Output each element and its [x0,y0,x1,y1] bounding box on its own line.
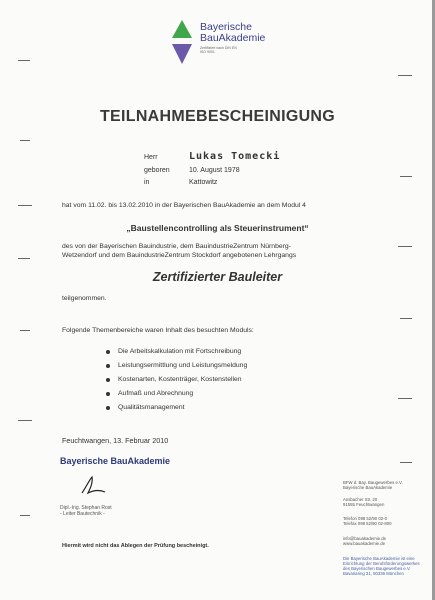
scan-mark [18,60,30,61]
logo-wordmark [200,22,265,44]
sidebar-web [343,536,423,546]
document-title: TEILNAHMEBESCHEINIGUNG [99,108,336,125]
sidebar-org-line2: Bayerische BauAkademie [343,485,393,490]
logo-subtitle: Zertifiziert nach DIN EN ISO 9001 [200,46,237,54]
bullet-icon [106,364,110,368]
sidebar-phone: Telefon 098 52/90 02-0 [343,516,387,521]
scan-mark [18,205,32,206]
topic-text: Kostenarten, Kostenträger, Kostenstellen [118,376,242,383]
scan-mark [20,515,30,516]
sidebar-website: www.bauakademie.de [343,541,386,546]
sidebar-info-line4: Bavariaring 31, 80336 München [343,571,404,576]
scan-mark [20,140,30,141]
sidebar-address-line1: Ansbacher Str. 20 [343,497,378,502]
signer-block [60,505,112,517]
certificate-title: Zertifizierter Bauleiter [152,270,283,284]
bullet-icon [106,392,110,396]
scan-mark [400,318,412,319]
sidebar-org-line1: BFW d. Bay. Baugewerbes e.V. [343,480,403,485]
module-title: „Baustellencontrolling als Steuerinstrument“ [126,223,309,233]
scan-mark [398,398,412,399]
place-date: Feuchtwangen, 13. Februar 2010 [62,436,169,445]
bullet-icon [106,350,110,354]
list-item [106,373,247,387]
logo-name-line1: Bayerische [200,21,252,33]
list-item [106,401,247,415]
course-line-2: Wetzendorf und dem BauindustrieZentrum Stockdorf angebotenen Lehrgangs [62,252,297,259]
logo-name-line2: BauAkademie [200,32,266,44]
scan-mark [20,330,30,331]
topic-text: Qualitätsmanagement [118,404,185,411]
sidebar-fax: Telefax 098 52/90 02-800 [343,521,392,526]
bullet-icon [106,406,110,410]
intro-text: hat vom 11.02. bis 13.02.2010 in der Bayerischen BauAkademie an dem Modul 4 [62,202,306,209]
sidebar-org [343,480,423,490]
herr-label: Herr [144,154,158,161]
sidebar-info-line1: Die Bayerische BauAkademie ist eine [343,556,415,561]
issuing-organization: Bayerische BauAkademie [60,456,171,466]
scan-mark [398,246,412,247]
signer-role: - Leiter Bautechnik - [60,511,105,517]
sidebar-info-line3: des Bayerischen Baugewerbes e.V. [343,566,411,571]
scan-mark [400,176,412,177]
sidebar-contact [343,516,423,526]
scan-mark [400,462,412,463]
birthdate: 10. August 1978 [189,167,240,174]
list-item [106,345,247,359]
list-item [106,387,247,401]
in-label: in [144,179,150,186]
sidebar-info-line2: Einrichtung der Berufsförderungswerkes [343,561,420,566]
participant-name: Lukas Tomecki [189,151,281,162]
sidebar-info [343,556,423,576]
topics-list [106,345,247,415]
scan-mark [18,420,32,421]
participated-text: teilgenommen. [62,295,107,302]
topic-text: Aufmaß und Abrechnung [118,390,194,397]
list-item [106,359,247,373]
topic-text: Leistungsermittlung und Leistungsmeldung [118,362,248,369]
bullet-icon [106,378,110,382]
geboren-label: geboren [144,167,170,174]
course-line-1: des von der Bayerischen Bauindustrie, dem BauindustrieZentrum Nürnberg- [62,243,291,250]
topics-intro: Folgende Themenbereiche waren Inhalt des besuchten Moduls: [62,327,254,334]
topic-text: Die Arbeitskalkulation mit Fortschreibung [118,348,242,355]
signer-name: Dipl.-Ing. Stephan Rost [60,505,112,511]
sidebar-address [343,497,423,507]
sidebar-address-line2: 91555 Feuchtwangen [343,502,385,507]
birthplace: Kattowitz [189,179,218,186]
exam-footnote: Hiermit wird nicht das Ablegen der Prüfung bescheinigt. [62,543,209,549]
scan-mark [18,258,30,259]
signature-icon [78,473,108,497]
scan-mark [398,75,412,76]
sidebar-email: info@bauakademie.de [343,536,387,541]
